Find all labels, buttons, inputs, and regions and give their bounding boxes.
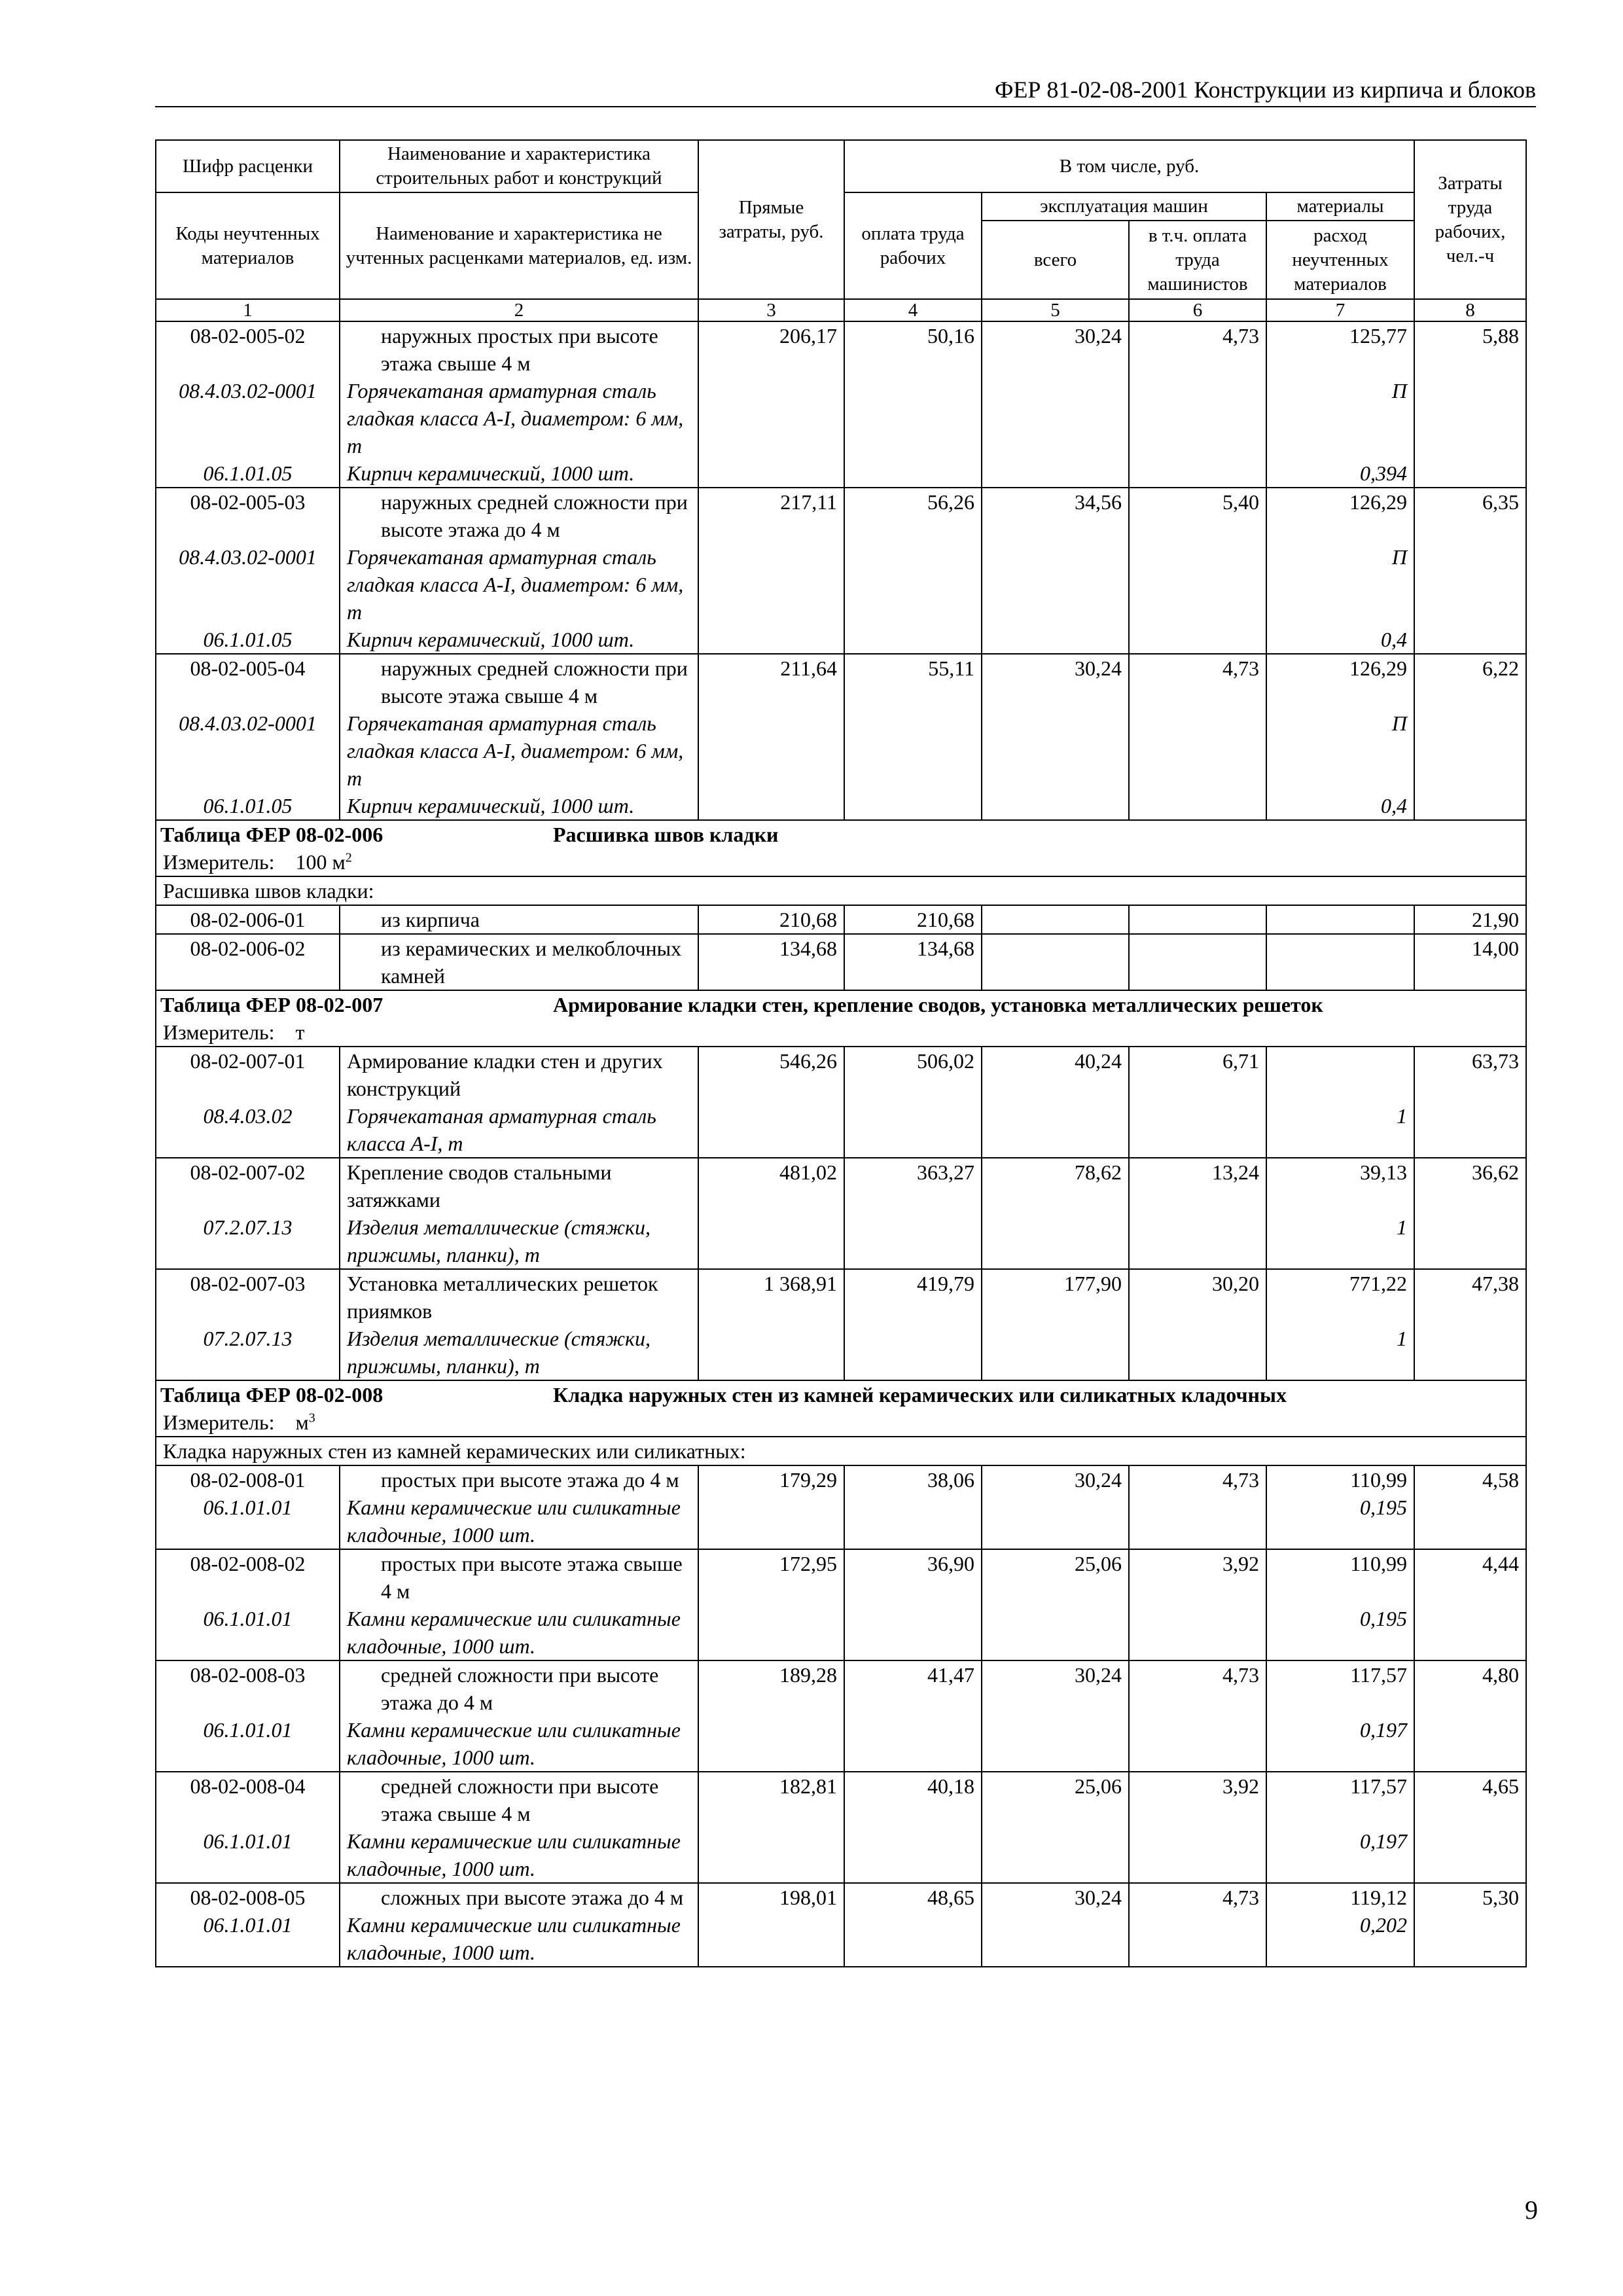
material-code: 07.2.07.13 <box>156 1213 340 1269</box>
col-pay-header: оплата труда рабочих <box>844 192 982 299</box>
machinists-pay: 4,73 <box>1129 321 1266 377</box>
material-code: 06.1.01.05 <box>156 626 340 654</box>
col-name-header: Наименование и характеристика строительных работ и конструкций <box>340 140 698 192</box>
measure-row <box>156 1408 1526 1437</box>
machines-cost: 30,24 <box>982 1883 1129 1911</box>
material-qty: 0,197 <box>1266 1716 1414 1772</box>
rate-row <box>156 1465 1526 1494</box>
labor-hours: 5,30 <box>1414 1883 1526 1911</box>
material-name: Камни керамические или силикатные кладочные, 1000 шт. <box>340 1827 698 1883</box>
material-row <box>156 1325 1526 1380</box>
col-num: 6 <box>1129 299 1266 321</box>
machinists-pay: 13,24 <box>1129 1158 1266 1213</box>
direct-cost: 172,95 <box>698 1549 844 1605</box>
material-qty: 1 <box>1266 1325 1414 1380</box>
rate-code: 08-02-007-03 <box>156 1269 340 1325</box>
rate-row <box>156 934 1526 990</box>
labor-pay: 38,06 <box>844 1465 982 1494</box>
direct-cost: 211,64 <box>698 654 844 709</box>
machines-cost: 30,24 <box>982 1465 1129 1494</box>
intro-row <box>156 876 1526 905</box>
material-qty: 1 <box>1266 1102 1414 1158</box>
machines-cost: 34,56 <box>982 488 1129 543</box>
materials-cost: 110,99 <box>1266 1465 1414 1494</box>
rate-code: 08-02-005-02 <box>156 321 340 377</box>
labor-pay: 50,16 <box>844 321 982 377</box>
labor-pay: 210,68 <box>844 905 982 934</box>
rate-code: 08-02-005-04 <box>156 654 340 709</box>
direct-cost: 182,81 <box>698 1772 844 1827</box>
rate-row <box>156 1158 1526 1213</box>
section-title-row <box>156 820 1526 848</box>
col-num: 2 <box>340 299 698 321</box>
col-num: 5 <box>982 299 1129 321</box>
material-row <box>156 1716 1526 1772</box>
material-name: Кирпич керамический, 1000 шт. <box>340 792 698 820</box>
table-head <box>156 140 1526 321</box>
material-qty: П <box>1266 543 1414 626</box>
intro-text: Расшивка швов кладки: <box>156 876 1526 905</box>
material-qty: П <box>1266 709 1414 792</box>
material-row <box>156 1605 1526 1660</box>
material-code: 08.4.03.02-0001 <box>156 709 340 792</box>
labor-hours: 14,00 <box>1414 934 1526 990</box>
labor-hours: 6,35 <box>1414 488 1526 543</box>
machines-cost: 40,24 <box>982 1047 1129 1102</box>
material-name: Камни керамические или силикатные кладочные, 1000 шт. <box>340 1494 698 1549</box>
col-code-header: Шифр расценки <box>156 140 340 192</box>
labor-hours: 4,44 <box>1414 1549 1526 1605</box>
material-row <box>156 1911 1526 1967</box>
rate-name: Установка металлических решеток приямков <box>340 1269 698 1325</box>
materials-cost: 771,22 <box>1266 1269 1414 1325</box>
labor-hours: 5,88 <box>1414 321 1526 377</box>
intro-text: Кладка наружных стен из камней керамических или силикатных: <box>156 1437 1526 1465</box>
labor-pay: 506,02 <box>844 1047 982 1102</box>
section-title-row <box>156 990 1526 1018</box>
machinists-pay: 6,71 <box>1129 1047 1266 1102</box>
material-name: Камни керамические или силикатные кладочные, 1000 шт. <box>340 1716 698 1772</box>
col-machinists-header: в т.ч. оплата труда машинистов <box>1129 221 1266 299</box>
material-row <box>156 1827 1526 1883</box>
col-num: 7 <box>1266 299 1414 321</box>
material-name: Горячекатаная арматурная сталь класса А-I, т <box>340 1102 698 1158</box>
machines-cost: 177,90 <box>982 1269 1129 1325</box>
rate-name: наружных средней сложности при высоте этажа свыше 4 м <box>340 654 698 709</box>
header-rule <box>155 106 1536 107</box>
rate-row <box>156 1772 1526 1827</box>
labor-pay: 55,11 <box>844 654 982 709</box>
rate-row <box>156 1549 1526 1605</box>
rate-code: 08-02-008-02 <box>156 1549 340 1605</box>
col-materials-header: материалы <box>1266 192 1414 221</box>
measure-unit-exp: 3 <box>308 1410 315 1426</box>
materials-cost: 126,29 <box>1266 488 1414 543</box>
rate-row <box>156 905 1526 934</box>
rate-code: 08-02-007-01 <box>156 1047 340 1102</box>
rate-name: Крепление сводов стальными затяжками <box>340 1158 698 1213</box>
material-qty: 0,4 <box>1266 792 1414 820</box>
col-direct-header: Прямые затраты, руб. <box>698 140 844 299</box>
labor-hours: 36,62 <box>1414 1158 1526 1213</box>
material-name: Горячекатаная арматурная сталь гладкая класса А-I, диаметром: 6 мм, т <box>340 543 698 626</box>
material-qty: 0,202 <box>1266 1911 1414 1967</box>
rate-name: Армирование кладки стен и других конструкций <box>340 1047 698 1102</box>
col-num: 1 <box>156 299 340 321</box>
material-code: 08.4.03.02-0001 <box>156 377 340 459</box>
material-code: 08.4.03.02-0001 <box>156 543 340 626</box>
direct-cost: 481,02 <box>698 1158 844 1213</box>
material-qty: 0,197 <box>1266 1827 1414 1883</box>
material-name: Горячекатаная арматурная сталь гладкая класса А-I, диаметром: 6 мм, т <box>340 377 698 459</box>
rate-row <box>156 654 1526 709</box>
material-name: Изделия металлические (стяжки, прижимы, планки), т <box>340 1213 698 1269</box>
rate-name: из керамических и мелкоблочных камней <box>340 934 698 990</box>
machinists-pay: 5,40 <box>1129 488 1266 543</box>
section-label: Таблица ФЕР 08-02-006 <box>160 823 383 846</box>
section-label: Таблица ФЕР 08-02-008 <box>160 1383 383 1407</box>
rate-row <box>156 488 1526 543</box>
measure-label: Измеритель: <box>163 850 275 874</box>
direct-cost: 217,11 <box>698 488 844 543</box>
material-row <box>156 543 1526 626</box>
labor-pay: 41,47 <box>844 1660 982 1716</box>
rate-name: простых при высоте этажа свыше 4 м <box>340 1549 698 1605</box>
labor-pay: 134,68 <box>844 934 982 990</box>
material-name: Горячекатаная арматурная сталь гладкая класса А-I, диаметром: 6 мм, т <box>340 709 698 792</box>
machinists-pay: 4,73 <box>1129 1465 1266 1494</box>
section-name: Расшивка швов кладки <box>553 823 779 846</box>
labor-pay: 40,18 <box>844 1772 982 1827</box>
measure-unit: т <box>295 1020 305 1044</box>
col-num: 3 <box>698 299 844 321</box>
machinists-pay: 3,92 <box>1129 1549 1266 1605</box>
section-label: Таблица ФЕР 08-02-007 <box>160 993 383 1016</box>
materials-cost: 119,12 <box>1266 1883 1414 1911</box>
labor-hours: 63,73 <box>1414 1047 1526 1102</box>
labor-pay: 363,27 <box>844 1158 982 1213</box>
direct-cost: 206,17 <box>698 321 844 377</box>
direct-cost: 210,68 <box>698 905 844 934</box>
rate-row <box>156 321 1526 377</box>
column-numbers-row <box>156 299 1526 321</box>
machines-cost: 25,06 <box>982 1772 1129 1827</box>
machinists-pay: 4,73 <box>1129 1883 1266 1911</box>
materials-cost: 126,29 <box>1266 654 1414 709</box>
material-code: 06.1.01.01 <box>156 1494 340 1549</box>
machines-cost: 78,62 <box>982 1158 1129 1213</box>
material-code: 07.2.07.13 <box>156 1325 340 1380</box>
document-header: ФЕР 81-02-08-2001 Конструкции из кирпича и блоков <box>994 77 1536 103</box>
direct-cost: 189,28 <box>698 1660 844 1716</box>
rate-name: из кирпича <box>340 905 698 934</box>
measure-row <box>156 848 1526 876</box>
section-name: Армирование кладки стен, крепление сводов, установка металлических решеток <box>553 993 1323 1016</box>
intro-row <box>156 1437 1526 1465</box>
direct-cost: 179,29 <box>698 1465 844 1494</box>
material-qty: 0,195 <box>1266 1605 1414 1660</box>
direct-cost: 134,68 <box>698 934 844 990</box>
labor-hours: 6,22 <box>1414 654 1526 709</box>
machinists-pay: 30,20 <box>1129 1269 1266 1325</box>
material-row <box>156 1213 1526 1269</box>
page-number: 9 <box>1525 2195 1538 2225</box>
direct-cost: 198,01 <box>698 1883 844 1911</box>
material-row <box>156 792 1526 820</box>
material-name: Кирпич керамический, 1000 шт. <box>340 626 698 654</box>
labor-hours: 47,38 <box>1414 1269 1526 1325</box>
material-row <box>156 459 1526 488</box>
col-mach-total-header: всего <box>982 221 1129 299</box>
material-qty: П <box>1266 377 1414 459</box>
machinists-pay: 4,73 <box>1129 1660 1266 1716</box>
direct-cost: 546,26 <box>698 1047 844 1102</box>
materials-cost: 110,99 <box>1266 1549 1414 1605</box>
material-row <box>156 1494 1526 1549</box>
rate-name: простых при высоте этажа до 4 м <box>340 1465 698 1494</box>
rate-name: средней сложности при высоте этажа свыше 4 м <box>340 1772 698 1827</box>
rate-code: 08-02-006-02 <box>156 934 340 990</box>
materials-cost: 117,57 <box>1266 1772 1414 1827</box>
col-labor-header: Затраты труда рабочих, чел.-ч <box>1414 140 1526 299</box>
material-row <box>156 709 1526 792</box>
rate-name: сложных при высоте этажа до 4 м <box>340 1883 698 1911</box>
machinists-pay: 4,73 <box>1129 654 1266 709</box>
col-mat-unacc-header: расход неучтенных материалов <box>1266 221 1414 299</box>
material-name: Камни керамические или силикатные кладочные, 1000 шт. <box>340 1605 698 1660</box>
rate-name: средней сложности при высоте этажа до 4 м <box>340 1660 698 1716</box>
labor-pay: 419,79 <box>844 1269 982 1325</box>
measure-row <box>156 1018 1526 1047</box>
col-num: 8 <box>1414 299 1526 321</box>
rate-code: 08-02-008-05 <box>156 1883 340 1911</box>
col-machines-header: эксплуатация машин <box>982 192 1266 221</box>
rate-code: 08-02-005-03 <box>156 488 340 543</box>
machines-cost: 30,24 <box>982 1660 1129 1716</box>
section-name: Кладка наружных стен из камней керамических или силикатных кладочных <box>553 1383 1287 1407</box>
material-row <box>156 377 1526 459</box>
labor-pay: 56,26 <box>844 488 982 543</box>
material-name: Изделия металлические (стяжки, прижимы, планки), т <box>340 1325 698 1380</box>
rate-name: наружных простых при высоте этажа свыше 4 м <box>340 321 698 377</box>
measure-label: Измеритель: <box>163 1410 275 1434</box>
material-code: 06.1.01.05 <box>156 459 340 488</box>
material-qty: 0,394 <box>1266 459 1414 488</box>
materials-cost: 125,77 <box>1266 321 1414 377</box>
labor-pay: 48,65 <box>844 1883 982 1911</box>
col-name2-header: Наименование и характеристика не учтенных расценками материалов, ед. изм. <box>340 192 698 299</box>
labor-hours: 4,65 <box>1414 1772 1526 1827</box>
labor-hours: 4,58 <box>1414 1465 1526 1494</box>
material-code: 06.1.01.01 <box>156 1605 340 1660</box>
material-code: 06.1.01.01 <box>156 1716 340 1772</box>
material-qty: 0,195 <box>1266 1494 1414 1549</box>
rates-table <box>155 139 1527 1967</box>
labor-pay: 36,90 <box>844 1549 982 1605</box>
material-code: 06.1.01.01 <box>156 1827 340 1883</box>
material-qty: 1 <box>1266 1213 1414 1269</box>
rate-code: 08-02-008-03 <box>156 1660 340 1716</box>
measure-unit-exp: 2 <box>345 850 352 865</box>
rate-row <box>156 1269 1526 1325</box>
materials-cost <box>1266 1047 1414 1102</box>
rate-code: 08-02-007-02 <box>156 1158 340 1213</box>
rate-row <box>156 1660 1526 1716</box>
rate-row <box>156 1883 1526 1911</box>
rate-code: 08-02-006-01 <box>156 905 340 934</box>
col-code2-header: Коды неучтенных материалов <box>156 192 340 299</box>
machines-cost: 30,24 <box>982 321 1129 377</box>
material-name: Камни керамические или силикатные кладочные, 1000 шт. <box>340 1911 698 1967</box>
materials-cost: 117,57 <box>1266 1660 1414 1716</box>
measure-unit: 100 м <box>295 850 346 874</box>
material-code: 06.1.01.05 <box>156 792 340 820</box>
material-code: 08.4.03.02 <box>156 1102 340 1158</box>
machines-cost: 30,24 <box>982 654 1129 709</box>
section-title-row <box>156 1380 1526 1408</box>
col-num: 4 <box>844 299 982 321</box>
measure-label: Измеритель: <box>163 1020 275 1044</box>
labor-hours: 4,80 <box>1414 1660 1526 1716</box>
rate-row <box>156 1047 1526 1102</box>
materials-cost: 39,13 <box>1266 1158 1414 1213</box>
measure-unit: м <box>295 1410 309 1434</box>
machinists-pay: 3,92 <box>1129 1772 1266 1827</box>
rate-code: 08-02-008-04 <box>156 1772 340 1827</box>
rate-code: 08-02-008-01 <box>156 1465 340 1494</box>
material-name: Кирпич керамический, 1000 шт. <box>340 459 698 488</box>
material-row <box>156 1102 1526 1158</box>
machines-cost: 25,06 <box>982 1549 1129 1605</box>
col-incl-header: В том числе, руб. <box>844 140 1414 192</box>
material-qty: 0,4 <box>1266 626 1414 654</box>
material-code: 06.1.01.01 <box>156 1911 340 1967</box>
labor-hours: 21,90 <box>1414 905 1526 934</box>
direct-cost: 1 368,91 <box>698 1269 844 1325</box>
rate-name: наружных средней сложности при высоте этажа до 4 м <box>340 488 698 543</box>
material-row <box>156 626 1526 654</box>
